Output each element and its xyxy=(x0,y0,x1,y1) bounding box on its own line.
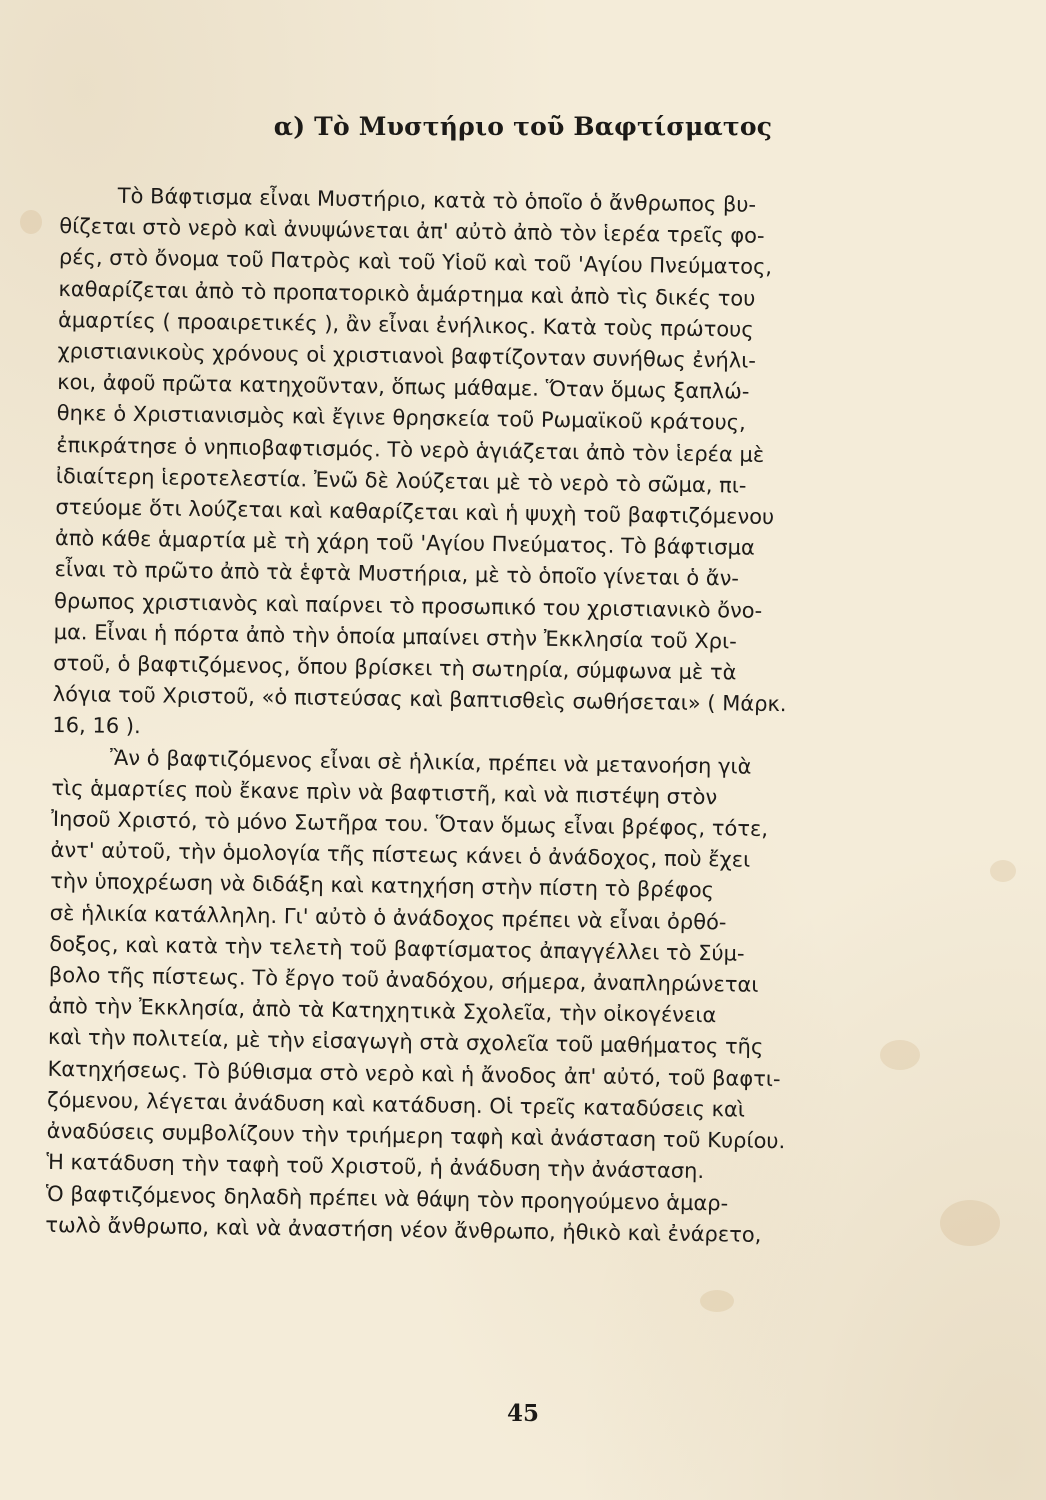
body-text xyxy=(45,180,880,1252)
text-line: Κατηχήσεως. Τὸ βύθισμα στὸ νερὸ καὶ ἡ ἄνοδος ἀπ' αὐτό, τοῦ βαφτι- xyxy=(47,1056,781,1091)
text-line: ἀπὸ τὴν Ἐκκλησία, ἀπὸ τὰ Κατηχητικὰ Σχολεῖα, τὴν οἰκογένεια xyxy=(48,994,717,1028)
text-line: κοι, ἀφοῦ πρῶτα κατηχοῦνταν, ὅπως μάθαμε. Ὅταν ὅμως ξαπλώ- xyxy=(57,370,750,404)
text-line: δοξος, καὶ κατὰ τὴν τελετὴ τοῦ βαφτίσματος ἀπαγγέλλει τὸ Σύμ- xyxy=(49,931,745,966)
text-line: χριστιανικοὺς χρόνους οἱ χριστιανοὶ βαφτίζονταν συνήθως ἐνήλι- xyxy=(57,339,757,373)
text-line: Ἰησοῦ Χριστό, τὸ μόνο Σωτῆρα του. Ὅταν ὅμως εἶναι βρέφος, τότε, xyxy=(50,807,769,842)
text-line: Ἡ κατάδυση τὴν ταφὴ τοῦ Χριστοῦ, ἡ ἀνάδυση τὴν ἀνάσταση. xyxy=(46,1150,705,1184)
text-line: λόγια τοῦ Χριστοῦ, «ὁ πιστεύσας καὶ βαπτισθεὶς σωθήσεται» ( Μάρκ. xyxy=(52,682,787,717)
text-line: καθαρίζεται ἀπὸ τὸ προπατορικὸ ἁμάρτημα καὶ ἀπὸ τὶς δικές του xyxy=(58,276,756,311)
text-line: εἶναι τὸ πρῶτο ἀπὸ τὰ ἑφτὰ Μυστήρια, μὲ τὸ ὁποῖο γίνεται ὁ ἄν- xyxy=(54,557,740,591)
text-line: 16, 16 ). xyxy=(52,713,141,739)
text-line: θίζεται στὸ νερὸ καὶ ἀνυψώνεται ἀπ' αὐτὸ ἀπὸ τὸν ἱερέα τρεῖς φο- xyxy=(59,214,765,249)
text-line: τὶς ἁμαρτίες ποὺ ἔκανε πρὶν νὰ βαφτιστῆ, καὶ νὰ πιστέψη στὸν xyxy=(51,775,718,810)
text-line: ἁμαρτίες ( προαιρετικές ), ἂν εἶναι ἐνήλικος. Κατὰ τοὺς πρώτους xyxy=(57,307,754,342)
text-line: τωλὸ ἄνθρωπο, καὶ νὰ ἀναστήση νέον ἄνθρωπο, ἠθικὸ καὶ ἐνάρετο, xyxy=(45,1212,762,1247)
text-line: ἐπικράτησε ὁ νηπιοβαφτισμός. Τὸ νερὸ ἁγιάζεται ἀπὸ τὸν ἱερέα μὲ xyxy=(56,432,765,467)
text-line: ἀντ' αὐτοῦ, τὴν ὁμολογία τῆς πίστεως κάνει ὁ ἀνάδοχος, ποὺ ἔχει xyxy=(50,838,751,872)
text-line: Ὁ βαφτιζόμενος δηλαδὴ πρέπει νὰ θάψη τὸν προηγούμενο ἁμαρ- xyxy=(45,1181,729,1215)
text-line: θρωπος χριστιανὸς καὶ παίρνει τὸ προσωπικό του χριστιανικὸ ὄνο- xyxy=(53,588,763,623)
text-line: στοῦ, ὁ βαφτιζόμενος, ὅπου βρίσκει τὴ σωτηρία, σύμφωνα μὲ τὰ xyxy=(53,651,737,685)
text-line: σὲ ἡλικία κατάλληλη. Γι' αὐτὸ ὁ ἀνάδοχος πρέπει νὰ εἶναι ὀρθό- xyxy=(49,900,727,935)
text-line: ἀπὸ κάθε ἁμαρτία μὲ τὴ χάρη τοῦ 'Αγίου Πνεύματος. Τὸ βάφτισμα xyxy=(54,526,755,560)
paragraph-1 xyxy=(52,180,880,753)
text-line: Τὸ Βάφτισμα εἶναι Μυστήριο, κατὰ τὸ ὁποῖο ὁ ἄνθρωπος βυ- xyxy=(117,183,757,217)
text-line: βολο τῆς πίστεως. Τὸ ἔργο τοῦ ἀναδόχου, σήμερα, ἀναπληρώνεται xyxy=(48,963,759,997)
text-line: στεύομε ὅτι λούζεται καὶ καθαρίζεται καὶ ἡ ψυχὴ τοῦ βαφτιζόμενου xyxy=(55,495,775,530)
text-line: θηκε ὁ Χριστιανισμὸς καὶ ἔγινε θρησκεία τοῦ Ρωμαϊκοῦ κράτους, xyxy=(56,401,746,436)
page-number: 45 xyxy=(506,1400,539,1427)
text-line: καὶ τὴν πολιτεία, μὲ τὴν εἰσαγωγὴ στὰ σχολεῖα τοῦ μαθήματος τῆς xyxy=(47,1025,764,1060)
text-line: ρές, στὸ ὄνομα τοῦ Πατρὸς καὶ τοῦ Υἱοῦ καὶ τοῦ 'Αγίου Πνεύματος, xyxy=(58,245,773,280)
text-line: ἰδιαίτερη ἱεροτελεστία. Ἐνῶ δὲ λούζεται μὲ τὸ νερὸ τὸ σῶμα, πι- xyxy=(55,463,747,498)
paragraph-2 xyxy=(45,742,872,1253)
section-title: α) Τὸ Μυστήριο τοῦ Βαφτίσματος xyxy=(273,112,773,141)
text-line: Ἂν ὁ βαφτιζόμενος εἶναι σὲ ἡλικία, πρέπει νὰ μετανοήση γιὰ xyxy=(109,745,752,779)
text-line: ζόμενου, λέγεται ἀνάδυση καὶ κατάδυση. Οἱ τρεῖς καταδύσεις καὶ xyxy=(46,1087,746,1122)
text-line: μα. Εἶναι ἡ πόρτα ἀπὸ τὴν ὁποία μπαίνει στὴν Ἐκκλησία τοῦ Χρι- xyxy=(53,619,737,654)
text-line: ἀναδύσεις συμβολίζουν τὴν τριήμερη ταφὴ καὶ ἀνάσταση τοῦ Κυρίου. xyxy=(46,1119,786,1154)
text-line: τὴν ὑποχρέωση νὰ διδάξη καὶ κατηχήση στὴν πίστη τὸ βρέφος xyxy=(50,869,715,903)
